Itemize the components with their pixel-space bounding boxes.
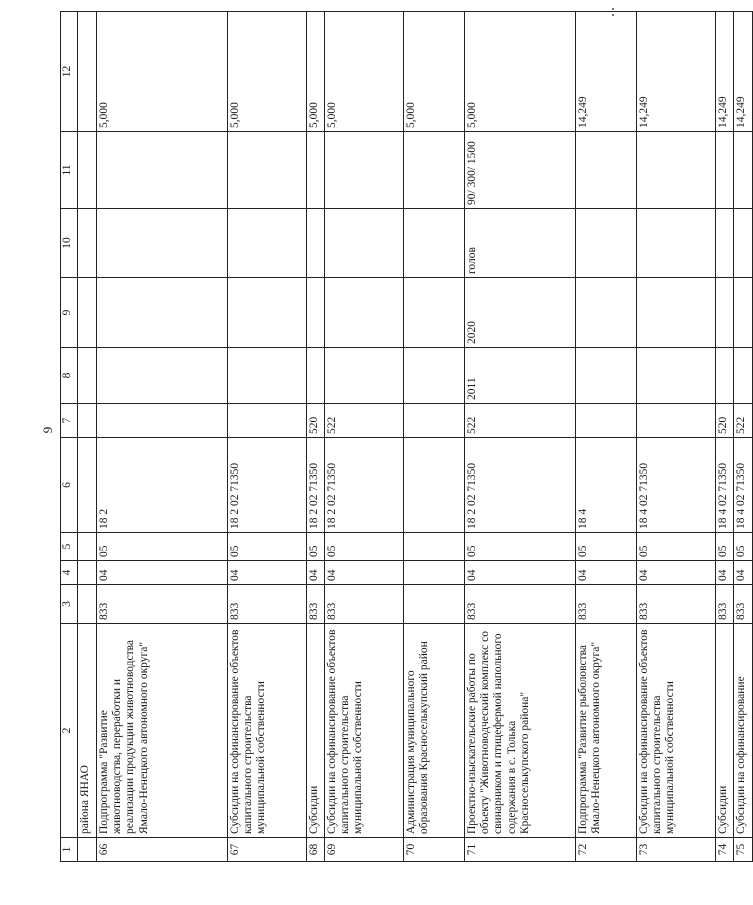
capacity-cell	[716, 132, 734, 209]
section-code-cell: 04	[465, 561, 576, 585]
amount-cell: 14,249	[637, 12, 716, 132]
unit-cell	[637, 209, 716, 278]
ministry-code-cell	[404, 585, 465, 624]
column-number-header: 4	[61, 561, 78, 585]
subsection-code-cell: 05	[307, 533, 325, 561]
column-number-header: 6	[61, 438, 78, 533]
start-year-cell	[228, 348, 307, 404]
expense-type-cell	[97, 404, 228, 438]
column-number-header: 12	[61, 12, 78, 132]
end-year-cell	[637, 278, 716, 348]
expense-type-cell	[228, 404, 307, 438]
unit-cell	[716, 209, 734, 278]
ministry-code-cell: 833	[576, 585, 637, 624]
subsection-code-cell: 05	[325, 533, 404, 561]
expense-type-cell: 520	[307, 404, 325, 438]
table-cell	[78, 838, 97, 862]
end-year-cell	[228, 278, 307, 348]
table-row	[637, 12, 716, 862]
amount-cell: 5,000	[404, 12, 465, 132]
capacity-cell	[97, 132, 228, 209]
subsection-code-cell: 05	[734, 533, 753, 561]
unit-cell	[97, 209, 228, 278]
table-row	[325, 12, 404, 862]
expense-type-cell: 522	[465, 404, 576, 438]
unit-cell	[325, 209, 404, 278]
column-number-header: 11	[61, 132, 78, 209]
column-number-header: 7	[61, 404, 78, 438]
section-code-cell: 04	[325, 561, 404, 585]
table-row	[465, 12, 576, 862]
target-article-cell: 18 4 02 71350	[734, 438, 753, 533]
expense-type-cell	[637, 404, 716, 438]
unit-cell	[404, 209, 465, 278]
section-code-cell: 04	[716, 561, 734, 585]
unit-cell	[307, 209, 325, 278]
target-article-cell: 18 2	[97, 438, 228, 533]
table-row	[716, 12, 734, 862]
ministry-code-cell: 833	[228, 585, 307, 624]
column-number-header: 10	[61, 209, 78, 278]
start-year-cell	[404, 348, 465, 404]
amount-cell: 5,000	[228, 12, 307, 132]
start-year-cell	[734, 348, 753, 404]
column-number-row	[61, 12, 78, 862]
table-row	[97, 12, 228, 862]
continuation-row	[78, 12, 97, 862]
table-cell	[78, 585, 97, 624]
subsection-code-cell	[404, 533, 465, 561]
table-cell	[78, 348, 97, 404]
table-cell	[78, 438, 97, 533]
ministry-code-cell: 833	[97, 585, 228, 624]
ministry-code-cell: 833	[716, 585, 734, 624]
start-year-cell	[716, 348, 734, 404]
row-name-cell: Проектно-изыскательские работы по объекту "Животноводческий комплекс со свинарником и птицефермой напольного содержания в с. Толька Красноселькупского района"	[465, 624, 576, 838]
table-cell	[78, 132, 97, 209]
section-code-cell	[404, 561, 465, 585]
section-code-cell: 04	[637, 561, 716, 585]
end-year-cell	[716, 278, 734, 348]
capacity-cell	[734, 132, 753, 209]
expense-type-cell: 522	[325, 404, 404, 438]
table-cell	[78, 278, 97, 348]
target-article-cell: 18 2 02 71350	[307, 438, 325, 533]
row-number-cell: 69	[325, 838, 404, 862]
amount-cell: 14,249	[716, 12, 734, 132]
target-article-cell: 18 2 02 71350	[465, 438, 576, 533]
row-number-cell: 70	[404, 838, 465, 862]
ministry-code-cell: 833	[307, 585, 325, 624]
unit-cell	[228, 209, 307, 278]
unit-cell: голов	[465, 209, 576, 278]
start-year-cell	[307, 348, 325, 404]
row-number-cell: 75	[734, 838, 753, 862]
row-name-cell: Субсидии	[307, 624, 325, 838]
subsection-code-cell: 05	[228, 533, 307, 561]
row-name-cell: Администрация муниципального образования Красноселькупский район	[404, 624, 465, 838]
target-article-cell	[404, 438, 465, 533]
section-code-cell: 04	[734, 561, 753, 585]
target-article-cell: 18 4 02 71350	[637, 438, 716, 533]
table-row	[307, 12, 325, 862]
column-number-header: 3	[61, 585, 78, 624]
capacity-cell	[576, 132, 637, 209]
scan-dot	[612, 8, 614, 10]
end-year-cell	[307, 278, 325, 348]
section-code-cell: 04	[307, 561, 325, 585]
column-number-header: 8	[61, 348, 78, 404]
row-number-cell: 66	[97, 838, 228, 862]
column-number-header: 1	[61, 838, 78, 862]
row-name-cell: Субсидии на софинансирование	[734, 624, 753, 838]
end-year-cell	[734, 278, 753, 348]
amount-cell: 14,249	[734, 12, 753, 132]
column-number-header: 2	[61, 624, 78, 838]
amount-cell: 14,249	[576, 12, 637, 132]
table-cell	[78, 209, 97, 278]
ministry-code-cell: 833	[637, 585, 716, 624]
ministry-code-cell: 833	[465, 585, 576, 624]
expense-type-cell: 522	[734, 404, 753, 438]
end-year-cell	[404, 278, 465, 348]
continuation-text: района ЯНАО	[78, 624, 97, 838]
capacity-cell	[325, 132, 404, 209]
capacity-cell	[307, 132, 325, 209]
row-number-cell: 67	[228, 838, 307, 862]
start-year-cell: 2011	[465, 348, 576, 404]
section-code-cell: 04	[228, 561, 307, 585]
subsection-code-cell: 05	[465, 533, 576, 561]
amount-cell: 5,000	[97, 12, 228, 132]
subsection-code-cell: 05	[97, 533, 228, 561]
column-number-header: 5	[61, 533, 78, 561]
table-row	[576, 12, 637, 862]
table-row	[404, 12, 465, 862]
unit-cell	[576, 209, 637, 278]
row-number-cell: 68	[307, 838, 325, 862]
row-name-cell: Субсидии на софинансирование объектов капитального строительства муниципальной собственности	[325, 624, 404, 838]
end-year-cell: 2020	[465, 278, 576, 348]
end-year-cell	[325, 278, 404, 348]
table-body	[78, 12, 753, 862]
target-article-cell: 18 2 02 71350	[325, 438, 404, 533]
row-name-cell: Субсидии на софинансирование объектов капитального строительства муниципальной собственности	[637, 624, 716, 838]
start-year-cell	[576, 348, 637, 404]
expense-type-cell	[576, 404, 637, 438]
subsection-code-cell: 05	[576, 533, 637, 561]
amount-cell: 5,000	[307, 12, 325, 132]
ministry-code-cell: 833	[734, 585, 753, 624]
expense-type-cell: 520	[716, 404, 734, 438]
row-number-cell: 71	[465, 838, 576, 862]
table-cell	[78, 561, 97, 585]
section-code-cell: 04	[97, 561, 228, 585]
capacity-cell	[228, 132, 307, 209]
start-year-cell	[637, 348, 716, 404]
table-cell	[78, 12, 97, 132]
row-name-cell: Субсидии	[716, 624, 734, 838]
row-number-cell: 72	[576, 838, 637, 862]
budget-table	[60, 11, 753, 862]
start-year-cell	[97, 348, 228, 404]
table-row	[734, 12, 753, 862]
table-row	[228, 12, 307, 862]
amount-cell: 5,000	[465, 12, 576, 132]
row-name-cell: Подпрограмма "Развитие рыболовства Ямало-Ненецкого автономного округа"	[576, 624, 637, 838]
rotated-table-container	[60, 12, 747, 862]
row-number-cell: 73	[637, 838, 716, 862]
capacity-cell	[404, 132, 465, 209]
end-year-cell	[576, 278, 637, 348]
amount-cell: 5,000	[325, 12, 404, 132]
table-cell	[78, 404, 97, 438]
target-article-cell: 18 4	[576, 438, 637, 533]
target-article-cell: 18 4 02 71350	[716, 438, 734, 533]
column-number-header: 9	[61, 278, 78, 348]
end-year-cell	[97, 278, 228, 348]
section-code-cell: 04	[576, 561, 637, 585]
expense-type-cell	[404, 404, 465, 438]
subsection-code-cell: 05	[716, 533, 734, 561]
page-number: 9	[40, 426, 55, 434]
row-name-cell: Подпрограмма "Развитие животноводства, переработки и реализации продукции животноводства Ямало-Ненецкого автономного округа"	[97, 624, 228, 838]
row-number-cell: 74	[716, 838, 734, 862]
capacity-cell	[637, 132, 716, 209]
capacity-cell: 90/ 300/ 1500	[465, 132, 576, 209]
table-cell	[78, 533, 97, 561]
ministry-code-cell: 833	[325, 585, 404, 624]
target-article-cell: 18 2 02 71350	[228, 438, 307, 533]
unit-cell	[734, 209, 753, 278]
subsection-code-cell: 05	[637, 533, 716, 561]
start-year-cell	[325, 348, 404, 404]
row-name-cell: Субсидии на софинансирование объектов капитального строительства муниципальной собственности	[228, 624, 307, 838]
